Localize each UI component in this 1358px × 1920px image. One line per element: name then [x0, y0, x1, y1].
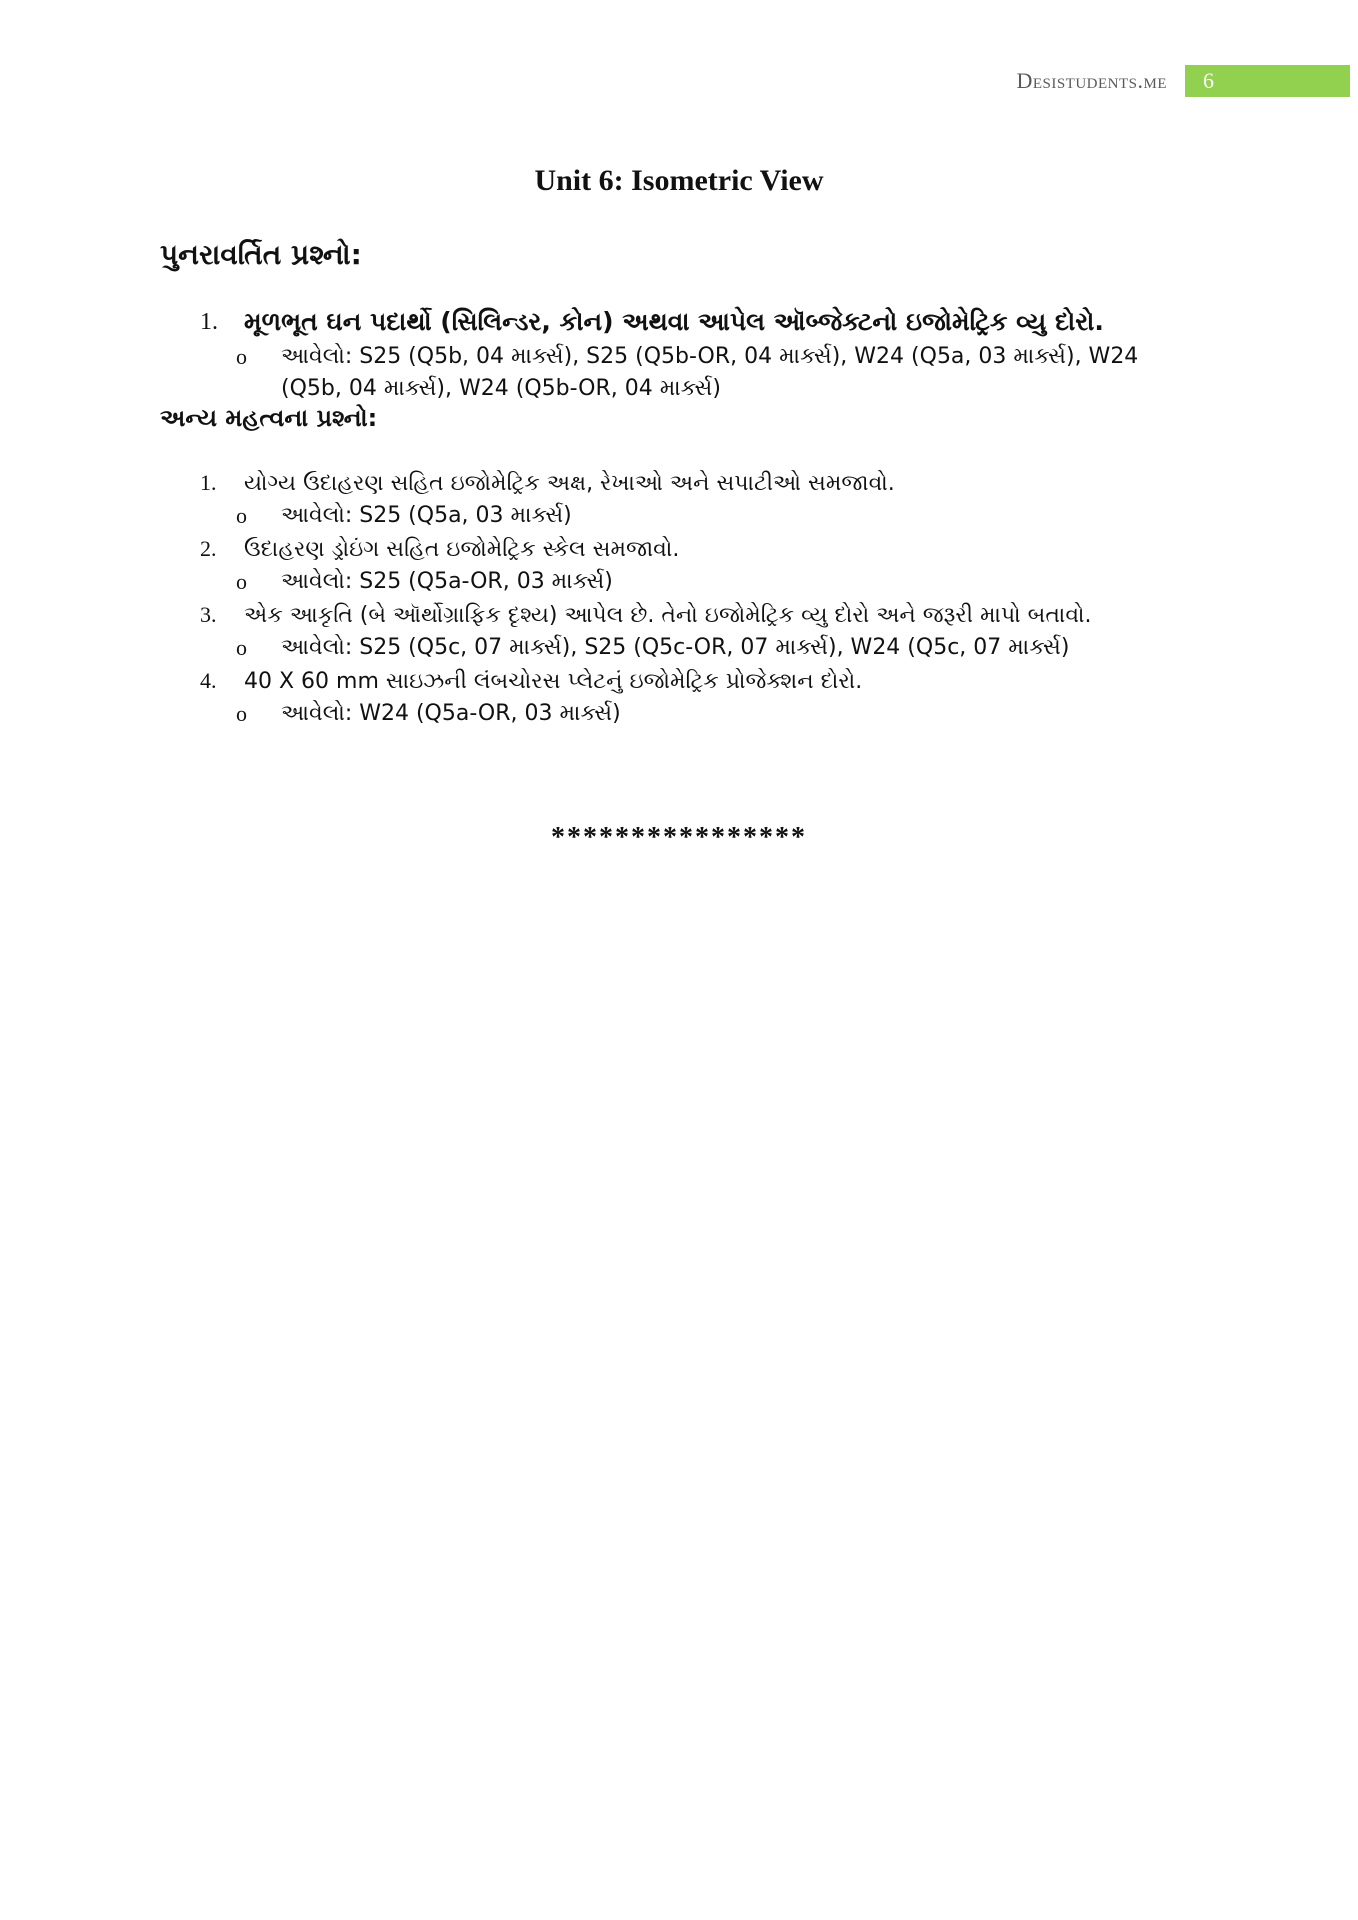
- asked-text: આવેલો: S25 (Q5b, 04 માર્ક્સ), S25 (Q5b-OR, 04 માર્ક્સ), W24 (Q5a, 03 માર્ક્સ), W24 (Q5b, 04 માર્ક્સ), W24 (Q5b-OR, 04 માર્ક્સ): [281, 344, 1139, 401]
- item-number: 1.: [200, 309, 218, 335]
- page-number: 6: [1203, 68, 1214, 93]
- repeated-questions-list: [200, 304, 1200, 405]
- bullet-icon: o: [236, 569, 247, 594]
- page-header: [1016, 64, 1350, 98]
- item-number: 3.: [200, 602, 217, 627]
- list-item: [200, 598, 1200, 632]
- page-number-badge: [1185, 65, 1350, 97]
- asked-text: આવેલો: S25 (Q5c, 07 માર્ક્સ), S25 (Q5c-OR, 07 માર્ક્સ), W24 (Q5c, 07 માર્ક્સ): [281, 635, 1070, 660]
- list-item: [200, 304, 1200, 341]
- bullet-icon: o: [236, 503, 247, 528]
- bullet-icon: o: [236, 344, 247, 369]
- asked-text: આવેલો: S25 (Q5a, 03 માર્ક્સ): [281, 503, 572, 528]
- asked-text: આવેલો: S25 (Q5a-OR, 03 માર્ક્સ): [281, 569, 613, 594]
- question-text: એક આકૃતિ (બે ઑર્થોગ્રાફિક દૃશ્ય) આપેલ છે. તેનો ઇજોમેટ્રિક વ્યુ દોરો અને જરૂરી માપો બતાવો.: [244, 603, 1092, 628]
- asked-in-line: [156, 500, 1200, 532]
- asked-in-line: [156, 341, 1200, 405]
- bullet-icon: o: [236, 701, 247, 726]
- asked-in-line: [156, 632, 1200, 664]
- end-marker: ****************: [551, 822, 807, 853]
- question-text: મૂળભૂત ઘન પદાર્થો (સિલિન્ડર, કોન) અથવા આપેલ ઑબ્જેક્ટનો ઇજોમેટ્રિક વ્યુ દોરો.: [244, 307, 1104, 336]
- item-number: 4.: [200, 668, 217, 693]
- bullet-icon: o: [236, 635, 247, 660]
- other-questions-list: [200, 466, 1200, 730]
- item-number: 2.: [200, 536, 217, 561]
- asked-in-line: [156, 566, 1200, 598]
- site-name: Desistudents.me: [1016, 68, 1167, 93]
- list-item: [200, 664, 1200, 698]
- question-text: યોગ્ય ઉદાહરણ સહિત ઇજોમેટ્રિક અક્ષ, રેખાઓ અને સપાટીઓ સમજાવો.: [244, 471, 895, 496]
- other-questions-heading: અન્ય મહત્વના પ્રશ્નો:: [160, 404, 378, 432]
- repeated-questions-heading: પુનરાવર્તિત પ્રશ્નો:: [160, 238, 362, 271]
- list-item: [200, 466, 1200, 500]
- question-text: ઉદાહરણ ડ્રોઇંગ સહિત ઇજોમેટ્રિક સ્કેલ સમજાવો.: [244, 537, 680, 562]
- list-item: [200, 532, 1200, 566]
- asked-text: આવેલો: W24 (Q5a-OR, 03 માર્ક્સ): [281, 701, 621, 726]
- asked-in-line: [156, 698, 1200, 730]
- item-number: 1.: [200, 470, 217, 495]
- question-text: 40 X 60 mm સાઇઝની લંબચોરસ પ્લેટનું ઇજોમેટ્રિક પ્રોજેક્શન દોરો.: [244, 669, 863, 694]
- page-title: Unit 6: Isometric View: [534, 164, 824, 197]
